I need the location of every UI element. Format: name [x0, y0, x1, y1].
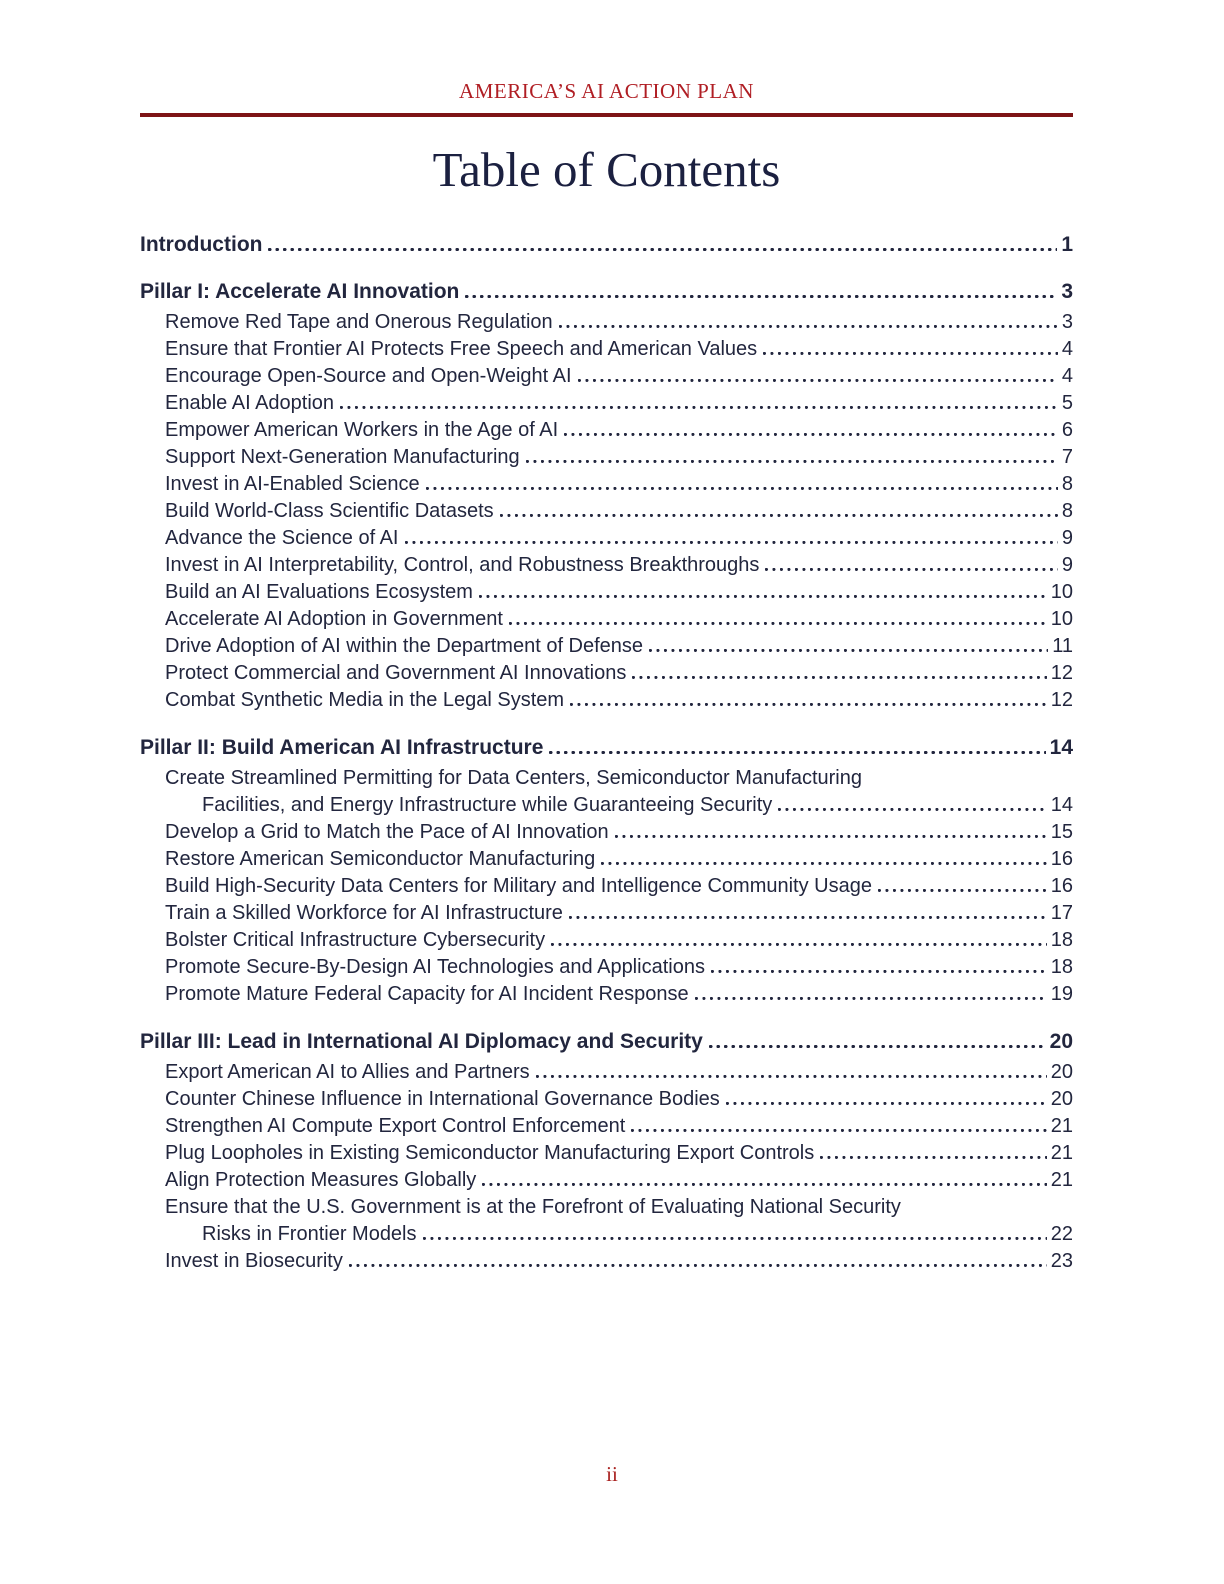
- dot-leader: [820, 1156, 1047, 1159]
- page-number: 20: [1049, 1030, 1073, 1053]
- page-number: 7: [1061, 446, 1073, 468]
- toc-entry[interactable]: [140, 417, 1073, 444]
- page-number: 23: [1050, 1250, 1073, 1272]
- toc-entry[interactable]: [140, 606, 1073, 633]
- toc-entry-label: Drive Adoption of AI within the Department of Defense: [165, 635, 644, 657]
- toc-entry-label: Build World-Class Scientific Datasets: [165, 500, 494, 522]
- page-number: 8: [1061, 473, 1073, 495]
- toc-entry-label: Build High-Security Data Centers for Military and Intelligence Community Usage: [165, 875, 872, 897]
- page-number: 21: [1050, 1115, 1073, 1137]
- toc-entry[interactable]: [140, 900, 1073, 927]
- dot-leader: [632, 676, 1046, 679]
- toc-entry-label: Enable AI Adoption: [165, 392, 335, 414]
- toc-entry-label: Risks in Frontier Models: [202, 1223, 417, 1245]
- page-number: 15: [1050, 821, 1073, 843]
- toc-entry[interactable]: [140, 927, 1073, 954]
- dot-leader: [551, 943, 1047, 946]
- dot-leader: [578, 379, 1058, 382]
- toc-entry[interactable]: [140, 633, 1073, 660]
- toc-entry[interactable]: [140, 981, 1073, 1008]
- page-number: 22: [1050, 1223, 1073, 1245]
- page-number: 12: [1050, 662, 1073, 684]
- toc-entry-continuation[interactable]: [140, 792, 1073, 819]
- toc-entry[interactable]: [140, 471, 1073, 498]
- dot-leader: [615, 835, 1047, 838]
- toc-section-heading-pillar-1[interactable]: [140, 278, 1073, 305]
- toc-entry-label: Encourage Open-Source and Open-Weight AI: [165, 365, 572, 387]
- toc-entry-label: Invest in Biosecurity: [165, 1250, 343, 1272]
- page-number: 14: [1050, 794, 1073, 816]
- toc-entry-label: Advance the Science of AI: [165, 527, 399, 549]
- dot-leader: [649, 649, 1048, 652]
- dot-leader: [559, 325, 1058, 328]
- page-content: [140, 0, 1073, 1275]
- toc-entry[interactable]: [140, 660, 1073, 687]
- page-title: Table of Contents: [432, 142, 781, 197]
- toc-entry-label: Create Streamlined Permitting for Data Centers, Semiconductor Manufacturing: [165, 767, 862, 789]
- toc-section-heading-pillar-2[interactable]: [140, 734, 1073, 761]
- dot-leader: [423, 1237, 1047, 1240]
- toc-entry-label: Train a Skilled Workforce for AI Infrastructure: [165, 902, 563, 924]
- toc-entry[interactable]: [140, 873, 1073, 900]
- page-number: 4: [1061, 338, 1073, 360]
- toc-entry[interactable]: [140, 1086, 1073, 1113]
- dot-leader: [631, 1129, 1047, 1132]
- dot-leader: [426, 487, 1058, 490]
- page-number: 10: [1050, 581, 1073, 603]
- dot-leader: [726, 1102, 1047, 1105]
- page-number: 9: [1061, 527, 1073, 549]
- toc-entry-label: Support Next-Generation Manufacturing: [165, 446, 520, 468]
- toc-entry-label: Accelerate AI Adoption in Government: [165, 608, 503, 630]
- running-header-title: AMERICA’S AI ACTION PLAN: [459, 79, 754, 103]
- dot-leader: [601, 862, 1047, 865]
- dot-leader: [405, 541, 1058, 544]
- page-number: 9: [1061, 554, 1073, 576]
- toc-entry-first-line[interactable]: [140, 765, 1073, 792]
- page-number: 19: [1050, 983, 1073, 1005]
- toc-entry-label: Plug Loopholes in Existing Semiconductor Manufacturing Export Controls: [165, 1142, 815, 1164]
- toc-entry-label: Ensure that Frontier AI Protects Free Speech and American Values: [165, 338, 758, 360]
- dot-leader: [570, 703, 1047, 706]
- dot-leader: [465, 295, 1057, 298]
- dot-leader: [711, 970, 1047, 973]
- toc-entry[interactable]: [140, 498, 1073, 525]
- page-number: 8: [1061, 500, 1073, 522]
- toc-entry-label: Invest in AI-Enabled Science: [165, 473, 420, 495]
- toc-entry-label: Promote Secure-By-Design AI Technologies and Applications: [165, 956, 705, 978]
- toc-entry-label: Counter Chinese Influence in International Governance Bodies: [165, 1088, 720, 1110]
- toc-entry[interactable]: [140, 1248, 1073, 1275]
- page-number: 11: [1052, 635, 1073, 657]
- toc-entry-introduction[interactable]: [140, 231, 1073, 258]
- toc-entry[interactable]: [140, 1167, 1073, 1194]
- toc-entry[interactable]: [140, 1140, 1073, 1167]
- toc-entry-label: Develop a Grid to Match the Pace of AI Innovation: [165, 821, 609, 843]
- toc-entry-label: Build an AI Evaluations Ecosystem: [165, 581, 473, 603]
- page-number: 5: [1061, 392, 1073, 414]
- toc-entry-label: Restore American Semiconductor Manufacturing: [165, 848, 596, 870]
- page-number: 3: [1061, 311, 1073, 333]
- dot-leader: [778, 808, 1046, 811]
- toc-entry[interactable]: [140, 579, 1073, 606]
- dot-leader: [536, 1075, 1047, 1078]
- dot-leader: [509, 622, 1047, 625]
- page-number: 6: [1061, 419, 1073, 441]
- page-number: 18: [1050, 956, 1073, 978]
- page-number: 12: [1050, 689, 1073, 711]
- toc-entry-label: Pillar II: Build American AI Infrastructure: [140, 736, 544, 759]
- page-number: 17: [1050, 902, 1073, 924]
- toc-entry[interactable]: [140, 552, 1073, 579]
- page-number: 20: [1050, 1088, 1073, 1110]
- page-number: 1: [1061, 233, 1073, 256]
- dot-leader: [500, 514, 1058, 517]
- page-number: 14: [1049, 736, 1073, 759]
- toc-section-heading-pillar-3[interactable]: [140, 1028, 1073, 1055]
- footer-page-number: ii: [606, 1462, 618, 1486]
- page-number: 4: [1061, 365, 1073, 387]
- toc-entry[interactable]: [140, 687, 1073, 714]
- toc-entry-label: Ensure that the U.S. Government is at the Forefront of Evaluating National Security: [165, 1196, 901, 1218]
- page-number: 16: [1050, 848, 1073, 870]
- toc-entry[interactable]: [140, 444, 1073, 471]
- toc-entry-label: Promote Mature Federal Capacity for AI Incident Response: [165, 983, 689, 1005]
- table-of-contents: [140, 231, 1073, 1275]
- page-number: 20: [1050, 1061, 1073, 1083]
- toc-entry[interactable]: [140, 336, 1073, 363]
- page-number: 18: [1050, 929, 1073, 951]
- page-number: 16: [1050, 875, 1073, 897]
- dot-leader: [765, 568, 1057, 571]
- toc-entry-label: Facilities, and Energy Infrastructure while Guaranteeing Security: [202, 794, 773, 816]
- toc-entry[interactable]: [140, 309, 1073, 336]
- toc-entry[interactable]: [140, 1059, 1073, 1086]
- page-number: 21: [1050, 1169, 1073, 1191]
- toc-entry-continuation[interactable]: [140, 1221, 1073, 1248]
- dot-leader: [695, 997, 1047, 1000]
- toc-entry-label: Align Protection Measures Globally: [165, 1169, 477, 1191]
- toc-entry[interactable]: [140, 819, 1073, 846]
- toc-entry[interactable]: [140, 390, 1073, 417]
- dot-leader: [479, 595, 1047, 598]
- toc-entry-label: Introduction: [140, 233, 263, 256]
- dot-leader: [268, 248, 1057, 251]
- toc-entry-label: Strengthen AI Compute Export Control Enforcement: [165, 1115, 626, 1137]
- page-number: 21: [1050, 1142, 1073, 1164]
- toc-entry-label: Export American AI to Allies and Partners: [165, 1061, 530, 1083]
- dot-leader: [709, 1045, 1046, 1048]
- dot-leader: [349, 1264, 1047, 1267]
- dot-leader: [569, 916, 1047, 919]
- toc-entry-label: Protect Commercial and Government AI Innovations: [165, 662, 627, 684]
- toc-entry-label: Pillar I: Accelerate AI Innovation: [140, 280, 460, 303]
- dot-leader: [482, 1183, 1046, 1186]
- page-number: 10: [1050, 608, 1073, 630]
- toc-entry[interactable]: [140, 363, 1073, 390]
- dot-leader: [340, 406, 1058, 409]
- toc-entry[interactable]: [140, 846, 1073, 873]
- toc-entry-label: Empower American Workers in the Age of AI: [165, 419, 559, 441]
- toc-entry-label: Pillar III: Lead in International AI Diplomacy and Security: [140, 1030, 703, 1053]
- page-number: 3: [1061, 280, 1073, 303]
- dot-leader: [526, 460, 1058, 463]
- toc-entry-label: Bolster Critical Infrastructure Cybersecurity: [165, 929, 546, 951]
- toc-entry[interactable]: [140, 525, 1073, 552]
- toc-entry[interactable]: [140, 954, 1073, 981]
- dot-leader: [763, 352, 1058, 355]
- toc-entry-first-line[interactable]: [140, 1194, 1073, 1221]
- header-rule: [140, 113, 1073, 117]
- toc-entry[interactable]: [140, 1113, 1073, 1140]
- dot-leader: [549, 751, 1045, 754]
- dot-leader: [564, 433, 1058, 436]
- dot-leader: [878, 889, 1047, 892]
- toc-entry-label: Invest in AI Interpretability, Control, and Robustness Breakthroughs: [165, 554, 760, 576]
- toc-entry-label: Combat Synthetic Media in the Legal System: [165, 689, 565, 711]
- toc-entry-label: Remove Red Tape and Onerous Regulation: [165, 311, 553, 333]
